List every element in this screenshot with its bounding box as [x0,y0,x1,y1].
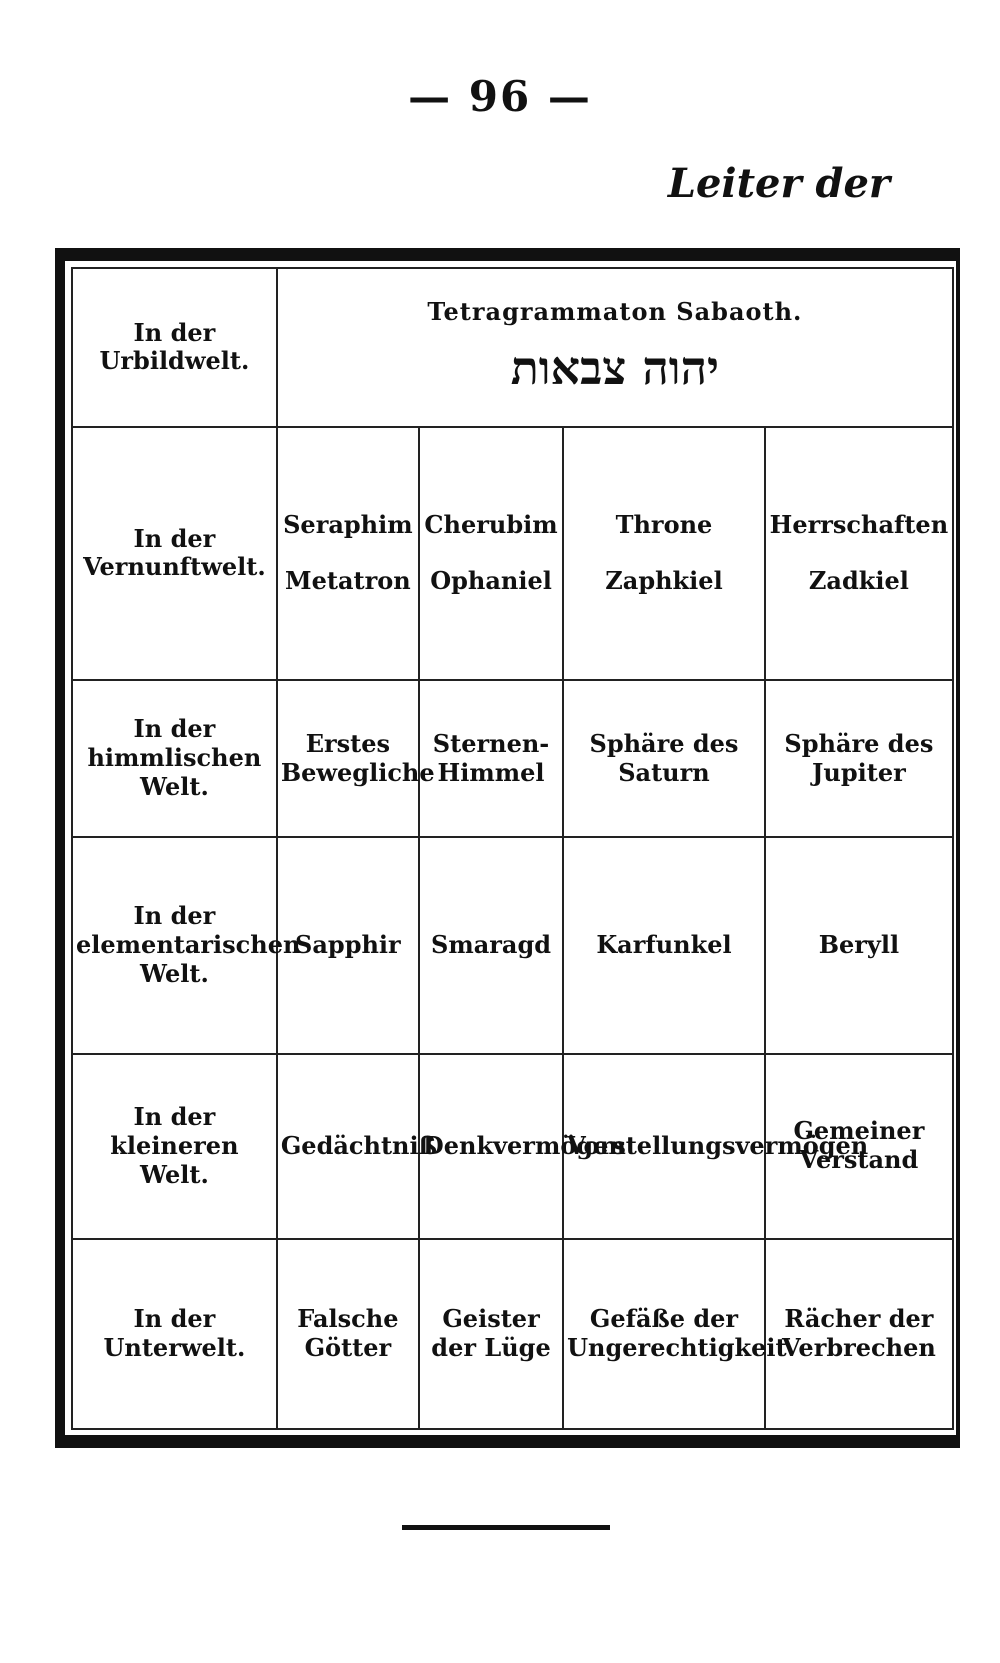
divine-name-latin: Tetragrammaton Sabaoth. [427,297,803,327]
realm-label: In der Unterwelt. [72,1239,277,1429]
divine-name-hebrew: יהוה צבאות [510,341,720,396]
table-cell: Sternen-Himmel [419,680,563,836]
cell-main-text: Throne [615,509,713,539]
cell-main-text: Herrschaften [769,509,949,539]
realm-label: In der himmlischen Welt. [72,680,277,836]
page-number: — 96 — [408,72,592,121]
realm-label: In der kleineren Welt. [72,1054,277,1239]
table-cell: Karfunkel [563,837,765,1054]
table-cell: Smaragd [419,837,563,1054]
table-cell: Denkvermögen [419,1054,563,1239]
table-row [72,1054,953,1239]
realm-label: In der elementarischen Welt. [72,837,277,1054]
cell-sub-text: Metatron [285,566,411,596]
closing-rule [402,1525,610,1530]
cell-sub-text: Zadkiel [808,566,909,596]
table-row [72,1239,953,1429]
table-cell [419,427,563,681]
table-cell: Gedächtniß [277,1054,419,1239]
table-cell: Falsche Götter [277,1239,419,1429]
table-cell [563,427,765,681]
table-row-urbildwelt [72,268,953,427]
realm-label: In der Vernunftwelt. [72,427,277,681]
table-cell: Gemeiner Verstand [765,1054,953,1239]
table-cell: Sphäre des Jupiter [765,680,953,836]
realm-label: In der Urbildwelt. [72,268,277,427]
table-cell: Erstes Bewegliche [277,680,419,836]
cell-sub-text: Zaphkiel [605,566,723,596]
table-cell: Sapphir [277,837,419,1054]
table-cell: Vorstellungsvermögen [563,1054,765,1239]
table-cell: Beryll [765,837,953,1054]
table-cell [277,427,419,681]
cell-main-text: Seraphim [283,509,413,539]
table-cell: Sphäre des Saturn [563,680,765,836]
cell-sub-text: Ophaniel [430,566,552,596]
divine-name-cell [277,268,953,427]
table-cell: Geister der Lüge [419,1239,563,1429]
table-cell: Rächer der Verbrechen [765,1239,953,1429]
table-row [72,427,953,681]
cell-main-text: Cherubim [424,509,558,539]
table-row [72,837,953,1054]
table-row [72,680,953,836]
running-head: Leiter der [667,160,890,207]
correspondence-table [71,267,954,1430]
correspondence-table-frame [55,248,960,1448]
table-cell: Gefäße der Ungerechtigkeit [563,1239,765,1429]
table-cell [765,427,953,681]
